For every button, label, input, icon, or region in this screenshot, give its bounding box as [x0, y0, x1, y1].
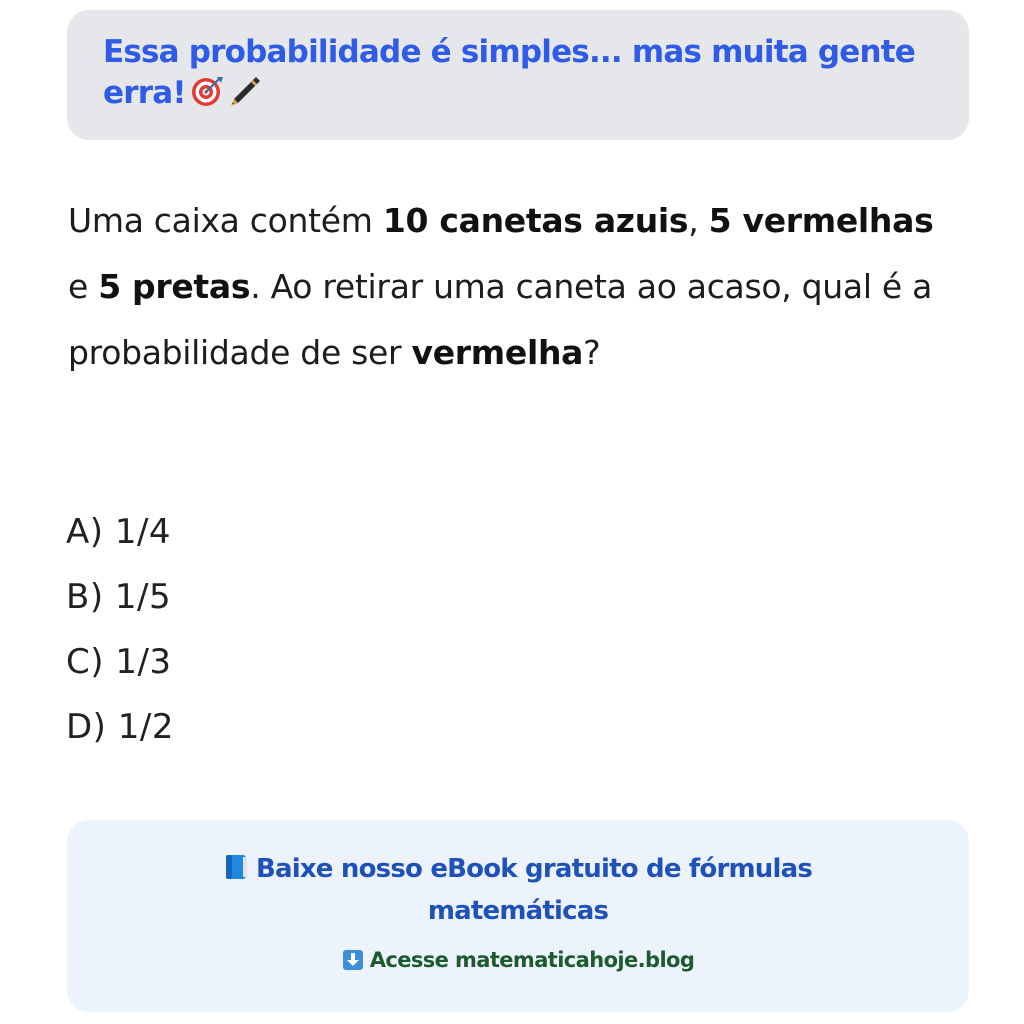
pen-icon: [228, 75, 262, 118]
answer-options: [66, 500, 174, 760]
download-arrow-icon: [342, 949, 364, 978]
black-pens-count: 5 pretas: [98, 267, 251, 306]
header-card: [67, 10, 969, 140]
option-d[interactable]: D) 1/2: [66, 707, 174, 747]
question-part: ?: [583, 333, 601, 372]
red-pens-count: 5 vermelhas: [708, 201, 934, 240]
page-title: [103, 32, 935, 118]
target-icon: [190, 75, 224, 118]
question-part: Uma caixa contém: [68, 201, 383, 240]
footer-card: [67, 820, 969, 1012]
question-part: e: [68, 267, 99, 306]
option-a[interactable]: A) 1/4: [66, 512, 172, 552]
link-text: Acesse matematicahoje.blog: [369, 948, 695, 972]
question-part: ,: [688, 201, 709, 240]
question-text: [68, 188, 948, 386]
blog-link[interactable]: [67, 946, 969, 978]
ebook-text: Baixe nosso eBook gratuito de fórmulas matemáticas: [255, 854, 813, 926]
blue-pens-count: 10 canetas azuis: [382, 201, 689, 240]
target-color: vermelha: [411, 333, 584, 372]
option-b[interactable]: B) 1/5: [66, 577, 172, 617]
option-c[interactable]: C) 1/3: [66, 642, 172, 682]
ebook-promo[interactable]: [168, 850, 868, 930]
question-part: . Ao retirar uma caneta ao acaso, qual é a probabilidade de ser: [68, 267, 932, 372]
book-icon: [224, 853, 250, 892]
title-text: Essa probabilidade é simples... mas muita gente erra!: [103, 34, 915, 111]
